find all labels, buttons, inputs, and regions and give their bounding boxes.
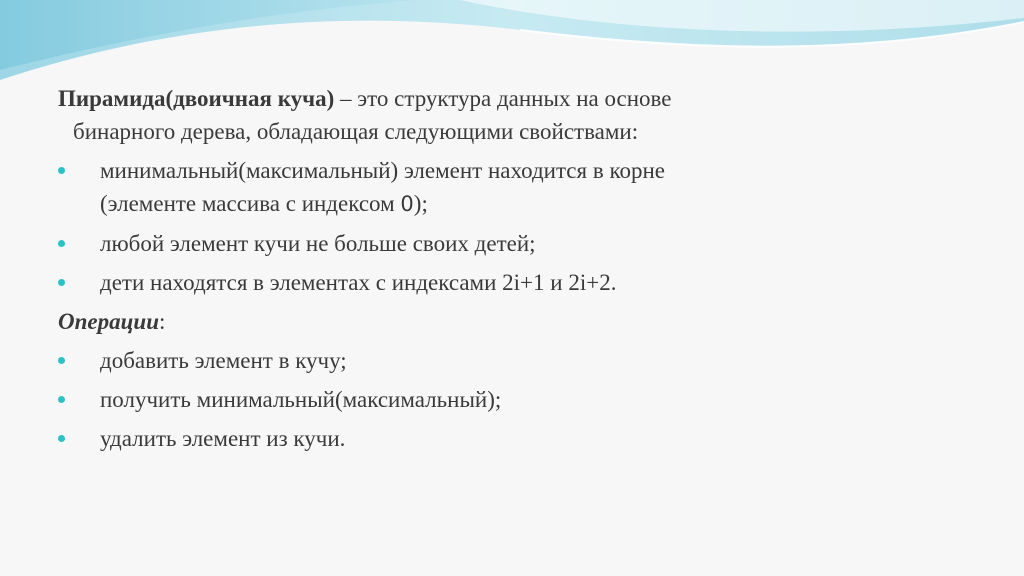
list-item [58,266,998,299]
property-text-line2-pre: (элементе массива с индексом [100,191,401,216]
list-item [58,227,998,260]
operation-text: удалить элемент из кучи. [100,426,346,451]
list-item [58,383,998,416]
list-item [58,154,998,221]
operations-heading [58,305,998,338]
bullet-icon [58,279,65,286]
properties-list [58,154,998,299]
operations-colon: : [158,309,166,334]
bullet-icon [58,357,65,364]
property-text-line1: минимальный(максимальный) элемент находится в корне [100,158,665,183]
bullet-icon [58,396,65,403]
definition-text: – это структура данных на основе [334,86,672,111]
property-text-line2 [100,187,998,221]
bullet-icon [58,167,65,174]
property-text: дети находятся в элементах с индексами 2i+1 и 2i+2. [100,270,617,295]
list-item [58,422,998,455]
bullet-icon [58,435,65,442]
slide-body [58,82,998,455]
list-item [58,344,998,377]
bullet-icon [58,240,65,247]
operation-text: получить минимальный(максимальный); [100,387,502,412]
definition-text-line2: бинарного дерева, обладающая следующими свойствами: [73,119,639,144]
definition-paragraph [58,82,998,148]
term-pyramid: Пирамида(двоичная куча) [58,86,335,111]
operations-term: Операции [58,309,159,334]
property-text: любой элемент кучи не больше своих детей; [100,231,536,256]
operation-text: добавить элемент в кучу; [100,348,347,373]
property-text-line2-post: ); [413,191,428,216]
operations-list [58,344,998,455]
index-zero: 0 [400,192,414,216]
